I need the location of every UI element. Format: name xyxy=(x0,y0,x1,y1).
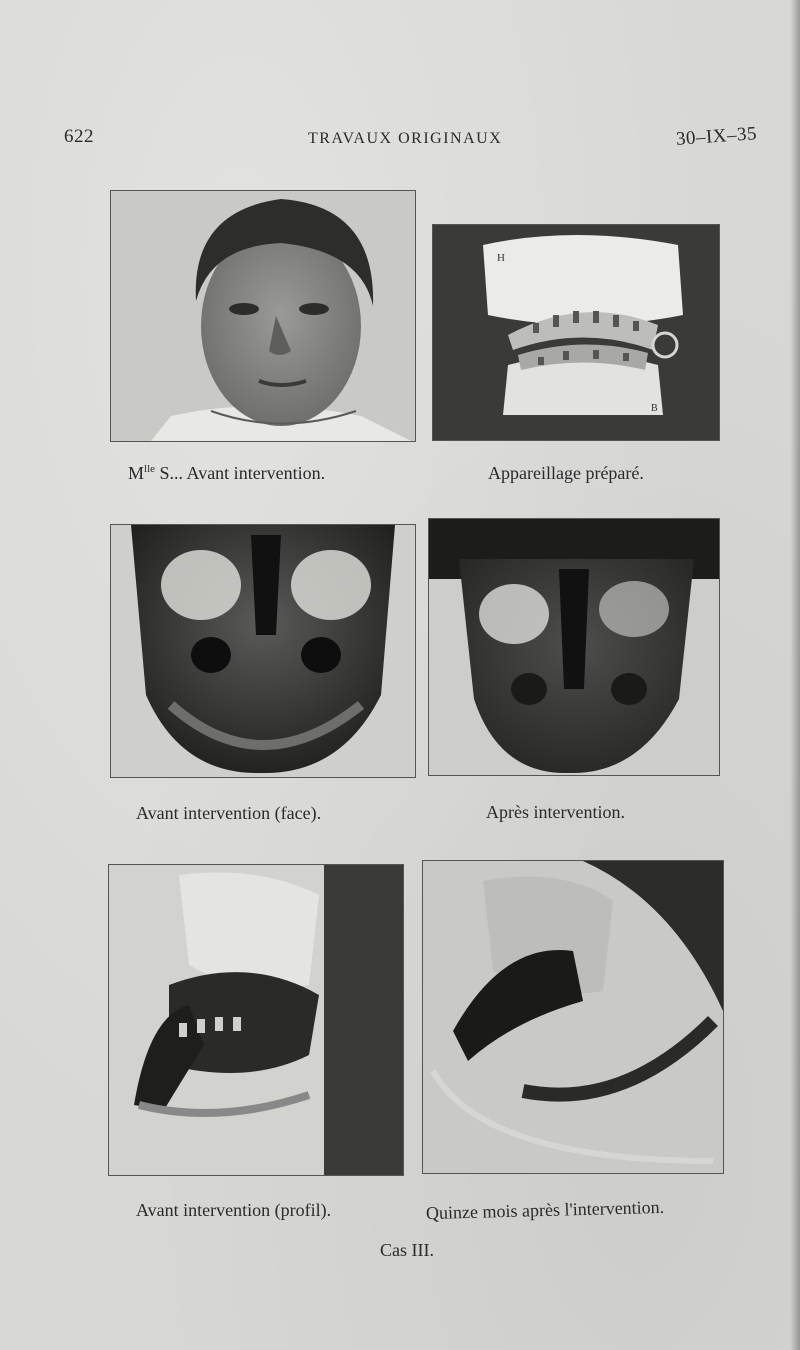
caption-portrait-prefix: M xyxy=(128,463,145,483)
label-h: H xyxy=(497,252,505,264)
caption-portrait xyxy=(128,463,325,484)
xray-face-after xyxy=(428,518,720,776)
xray-profile-before xyxy=(108,864,404,1176)
caption-xray-profile-before: Avant intervention (profil). xyxy=(136,1200,332,1220)
page-number: 622 xyxy=(64,126,94,147)
page-edge-shadow xyxy=(790,0,800,1350)
caption-portrait-sup: lle xyxy=(144,463,156,475)
case-label: Cas III. xyxy=(380,1240,434,1260)
apparatus-photo xyxy=(432,224,720,441)
label-b: B xyxy=(651,403,658,414)
caption-portrait-text: S... Avant intervention. xyxy=(155,463,326,483)
caption-xray-face-after: Après intervention. xyxy=(486,802,625,822)
running-title: TRAVAUX ORIGINAUX xyxy=(308,130,503,147)
portrait-photo xyxy=(110,190,416,442)
xray-profile-after xyxy=(422,860,724,1174)
caption-xray-face-before: Avant intervention (face). xyxy=(136,803,322,823)
caption-xray-profile-after: Quinze mois après l'intervention. xyxy=(425,1196,665,1224)
caption-apparatus: Appareillage préparé. xyxy=(488,463,644,483)
header-date: 30–IX–35 xyxy=(675,123,758,150)
xray-face-before xyxy=(110,524,416,778)
